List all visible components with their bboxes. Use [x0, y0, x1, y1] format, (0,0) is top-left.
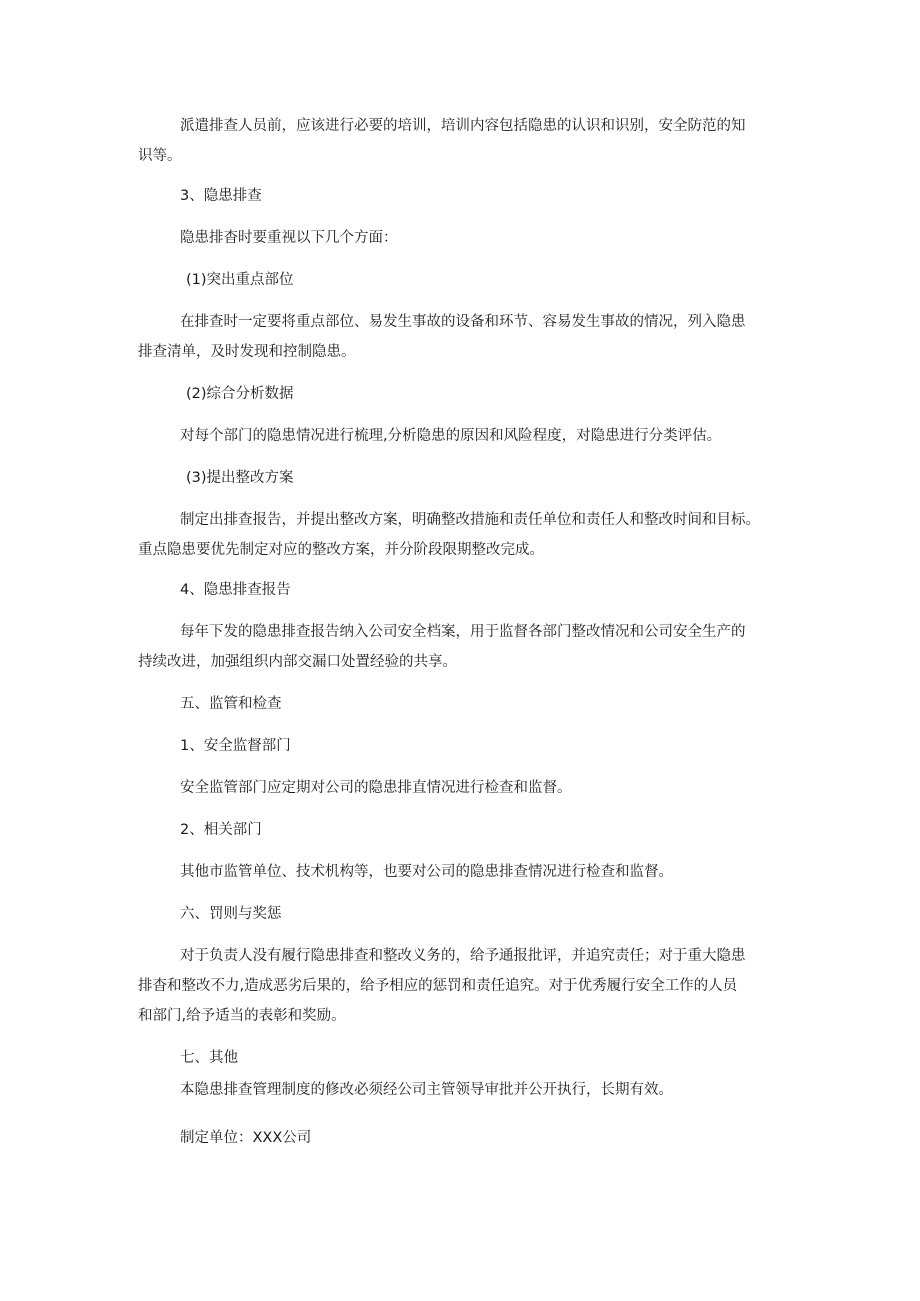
heading-related-dept: 2、相关部门	[180, 822, 262, 838]
paragraph-penalties-line1: 对于负责人没有履行隐患排查和整改义务的，给予通报批评，并追究责任；对于重大隐患	[180, 948, 746, 964]
paragraph-safety-dept: 安全监管部门应定期对公司的隐患排直情况进行检查和监督。	[180, 780, 572, 796]
paragraph-rectification-line1: 制定出排查报告，并提出整改方案，明确整改措施和责任单位和责任人和整改时间和目标。	[180, 512, 760, 528]
section-penalties: 六、罚则与奖惩	[180, 906, 282, 922]
heading-safety-dept: 1、安全监督部门	[180, 738, 291, 754]
issuing-unit: 制定单位：XXX公司	[180, 1130, 312, 1146]
paragraph-key-locations-line2: 排查清单，及时发现和控制隐患。	[138, 344, 356, 360]
subheading-rectification-plan: (3)提出整改方案	[186, 470, 294, 486]
paragraph-other: 本隐患排查管理制度的修改必须经公司主管领导审批并公开执行，长期有效。	[180, 1082, 673, 1098]
paragraph-analyze-data: 对每个部门的隐患情况进行梳理,分析隐患的原因和风险程度，对隐患进行分类评估。	[180, 428, 722, 444]
paragraph-report-line2: 持续改进，加强组织内部交漏口处置经验的共享。	[138, 654, 457, 670]
paragraph-report-line1: 每年下发的隐患排查报告纳入公司安全档案，用于监督各部门整改情况和公司安全生产的	[180, 624, 746, 640]
subheading-key-locations: (1)突出重点部位	[186, 272, 294, 288]
section-supervision: 五、监管和检查	[180, 696, 282, 712]
heading-inspection-report: 4、隐患排查报告	[180, 582, 291, 598]
paragraph-training-line2: 识等。	[138, 148, 182, 164]
paragraph-penalties-line3: 和部门,给予适当的表彰和奖励。	[138, 1008, 346, 1024]
heading-hazard-inspection: 3、隐患排查	[180, 188, 262, 204]
paragraph-related-dept: 其他市监管单位、技术机构等，也要对公司的隐患排查情况进行检查和监督。	[180, 864, 673, 880]
paragraph-key-locations-line1: 在排查时一定要将重点部位、易发生事故的设备和环节、容易发生事故的情况，列入隐患	[180, 314, 746, 330]
paragraph-rectification-line2: 重点隐患要优先制定对应的整改方案，并分阶段限期整改完成。	[138, 542, 544, 558]
section-other: 七、其他	[180, 1050, 238, 1066]
paragraph-aspects: 隐患排杳时要重视以下几个方面：	[180, 230, 398, 246]
subheading-analyze-data: (2)综合分析数据	[186, 386, 294, 402]
paragraph-training-line1: 派遣排查人员前，应该进行必要的培训，培训内容包括隐患的认识和识别，安全防范的知	[180, 118, 746, 134]
paragraph-penalties-line2: 排杳和整改不力,造成恶劣后果的，给予相应的惩罚和责任追究。对于优秀履行安全工作的人员	[138, 978, 738, 994]
